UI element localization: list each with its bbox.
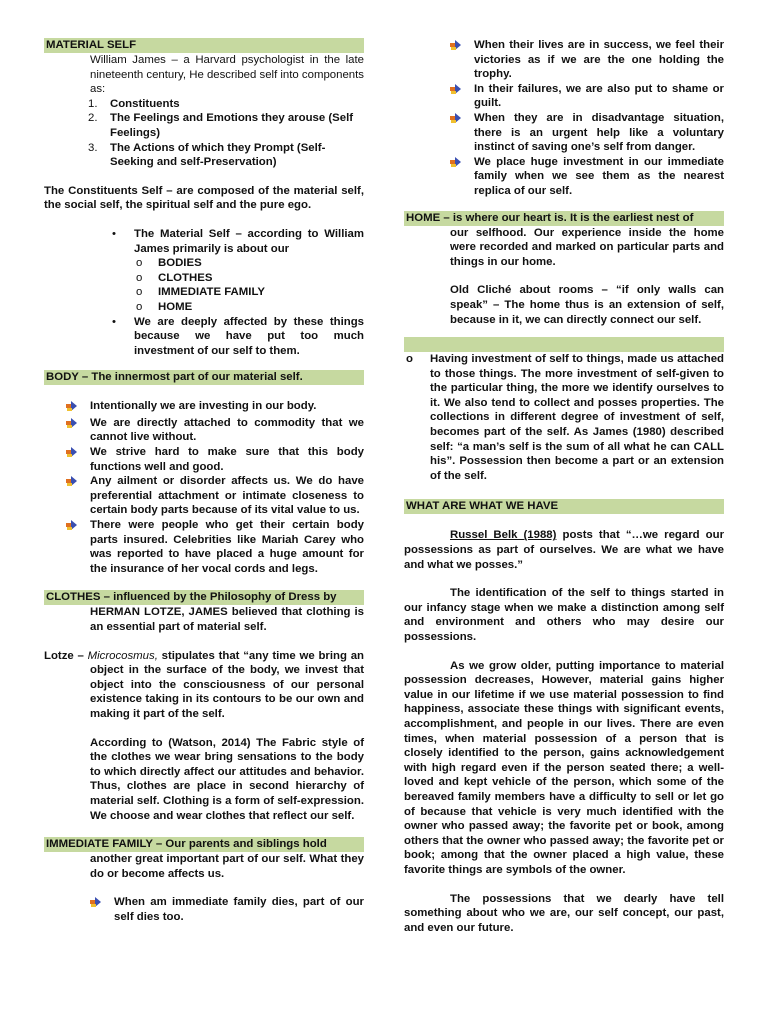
list-item: When am immediate family dies, part of our self dies too. — [44, 895, 364, 924]
section-header-what-we-have: WHAT ARE WHAT WE HAVE — [404, 499, 724, 514]
list-item: There were people who get their certain body parts insured. Celebrities like Mariah Carey who was reported to have placed a huge amount for the insurance of her vocal cords and legs. — [44, 518, 364, 576]
paragraph: The possessions that we dearly have tell something about who we are, our self concept, our past, and even our future. — [404, 892, 724, 934]
components-list — [44, 97, 364, 170]
arrow-bullet-icon — [66, 418, 77, 428]
list-item: o HOME — [136, 300, 193, 313]
arrow-bullet-icon — [66, 447, 77, 457]
list-item: o CLOTHES — [136, 271, 213, 284]
list-item: Intentionally we are investing in our body. — [44, 399, 364, 416]
list-item: • We are deeply affected by these things because we have put too much investment of our self to them. — [112, 315, 364, 357]
list-item: Any ailment or disorder affects us. We do have preferential attachment or intimate closeness to certain body parts because of its vital value to us. — [44, 474, 364, 518]
list-item: o BODIES — [136, 257, 202, 270]
watson-paragraph: According to (Watson, 2014) The Fabric style of the clothes we wear bring sensations to the body to which directly affect our attitudes and behavior. Thus, clothes are place in second hierarchy of material self. Clothing is a form of self-expression. We choose and wear clothes that reflect our self. — [90, 736, 364, 822]
paragraph: The identification of the self to things started in our infancy stage when we make a distinction among self and environment and others who may desire our possessions. — [404, 587, 724, 643]
section-header-material-self: MATERIAL SELF — [44, 38, 364, 53]
list-item: 2. The Feelings and Emotions they arouse (Self Feelings) — [88, 112, 354, 139]
belk-paragraph: Russel Belk (1988) posts that “…we regard our possessions as part of ourselves. We are what we have and what we posses.” — [404, 529, 724, 571]
arrow-bullet-icon — [450, 113, 461, 123]
clothes-continuation: HERMAN LOTZE, JAMES believed that clothing is an essential part of material self. — [90, 606, 364, 633]
arrow-bullet-icon — [450, 157, 461, 167]
list-item: We are directly attached to commodity that we cannot live without. — [44, 416, 364, 445]
list-item: When their lives are in success, we feel their victories as if we are the one holding the trophy. — [404, 38, 724, 82]
arrow-bullet-icon — [450, 40, 461, 50]
constituents-paragraph: The Constituents Self – are composed of the material self, the social self, the spiritual self and the pure ego. — [44, 184, 364, 212]
section-header-body: BODY – The innermost part of our material self. — [44, 370, 364, 385]
lotze-paragraph: Lotze – Microcosmus, stipulates that “any time we bring an object in the surface of the body, we invest that object into the consciousness of our personal existence taking in its contours to be our own and making it part of the self. — [44, 649, 364, 720]
list-item: o IMMEDIATE FAMILY — [136, 286, 265, 299]
left-column — [44, 38, 364, 925]
circle-bullet-icon: o — [136, 257, 143, 270]
arrow-bullet-icon — [450, 84, 461, 94]
paragraph: As we grow older, putting importance to material possession decreases, However, material gains higher value in our lifetime if we use material possession to find happiness, associate these things with significant events, accomplishment, and people in our lives. There are even times, when material possession of a person that is closely identified to the person, gains acknowledgement with high regard even if the person seated there; a well-loved and kept vehicle of the person, which some of the bereaved family members have a difficulty to sell or let go of because that vehicle is very much identified with the owner who passed away; the favorite pet or book, among others that the owner who passed away; the favorite pet or book; among that the owner placed a high value, these favorite things are symbols of the owner. — [404, 659, 724, 876]
family-continuation: another great important part of our self. What they do or become affects us. — [90, 853, 364, 880]
circle-bullet-icon: o — [136, 271, 143, 284]
material-self-intro: William James – a Harvard psychologist in the late nineteenth century, He described self into components as: — [90, 54, 364, 96]
circle-bullet-icon: o — [136, 286, 143, 299]
home-continuation: our selfhood. Our experience inside the home were recorded and marked on particular parts and things in our home. — [450, 226, 724, 268]
arrow-bullet-icon — [90, 897, 101, 907]
section-header-blank — [404, 337, 724, 352]
list-item: 1. Constituents — [88, 97, 180, 110]
list-item: o Having investment of self to things, made us attached to those things. The more investment of self-given to the particular thing, the more we identify ourselves to it. We also tend to collect and posses properties. The collections in different degree of investment of self, becomes part of the self. As James (1980) described self: “a man’s self is the sum of all what he can CALL his”. Possession then become a part or an extension of the self. — [406, 353, 724, 482]
section-header-home: HOME – is where our heart is. It is the earliest nest of — [404, 211, 724, 226]
right-column — [404, 38, 724, 935]
section-header-immediate-family: IMMEDIATE FAMILY – Our parents and siblings hold — [44, 837, 364, 852]
circle-bullet-icon: o — [406, 353, 413, 366]
bullet-icon: • — [112, 315, 116, 328]
section-header-clothes: CLOTHES – influenced by the Philosophy of Dress by — [44, 590, 364, 605]
list-item: When they are in disadvantage situation, there is an urgent help like a voluntary instinct of saving one’s self from danger. — [404, 111, 724, 155]
arrow-bullet-icon — [66, 520, 77, 530]
circle-bullet-icon: o — [136, 300, 143, 313]
list-item: In their failures, we are also put to shame or guilt. — [404, 82, 724, 111]
old-cliche-paragraph: Old Cliché about rooms – “if only walls can speak” – The home thus is an extension of self, because in it, we can directly connect our self. — [450, 284, 724, 326]
list-item: 3. The Actions of which they Prompt (Self-Seeking and self-Preservation) — [88, 141, 326, 169]
arrow-bullet-icon — [66, 476, 77, 486]
list-item: We strive hard to make sure that this body functions well and good. — [44, 445, 364, 474]
list-item: • The Material Self – according to William James primarily is about our — [112, 227, 364, 255]
arrow-bullet-icon — [66, 401, 77, 411]
bullet-icon: • — [112, 227, 116, 240]
list-item: We place huge investment in our immediate family when we see them as the nearest replica of our self. — [404, 155, 724, 199]
